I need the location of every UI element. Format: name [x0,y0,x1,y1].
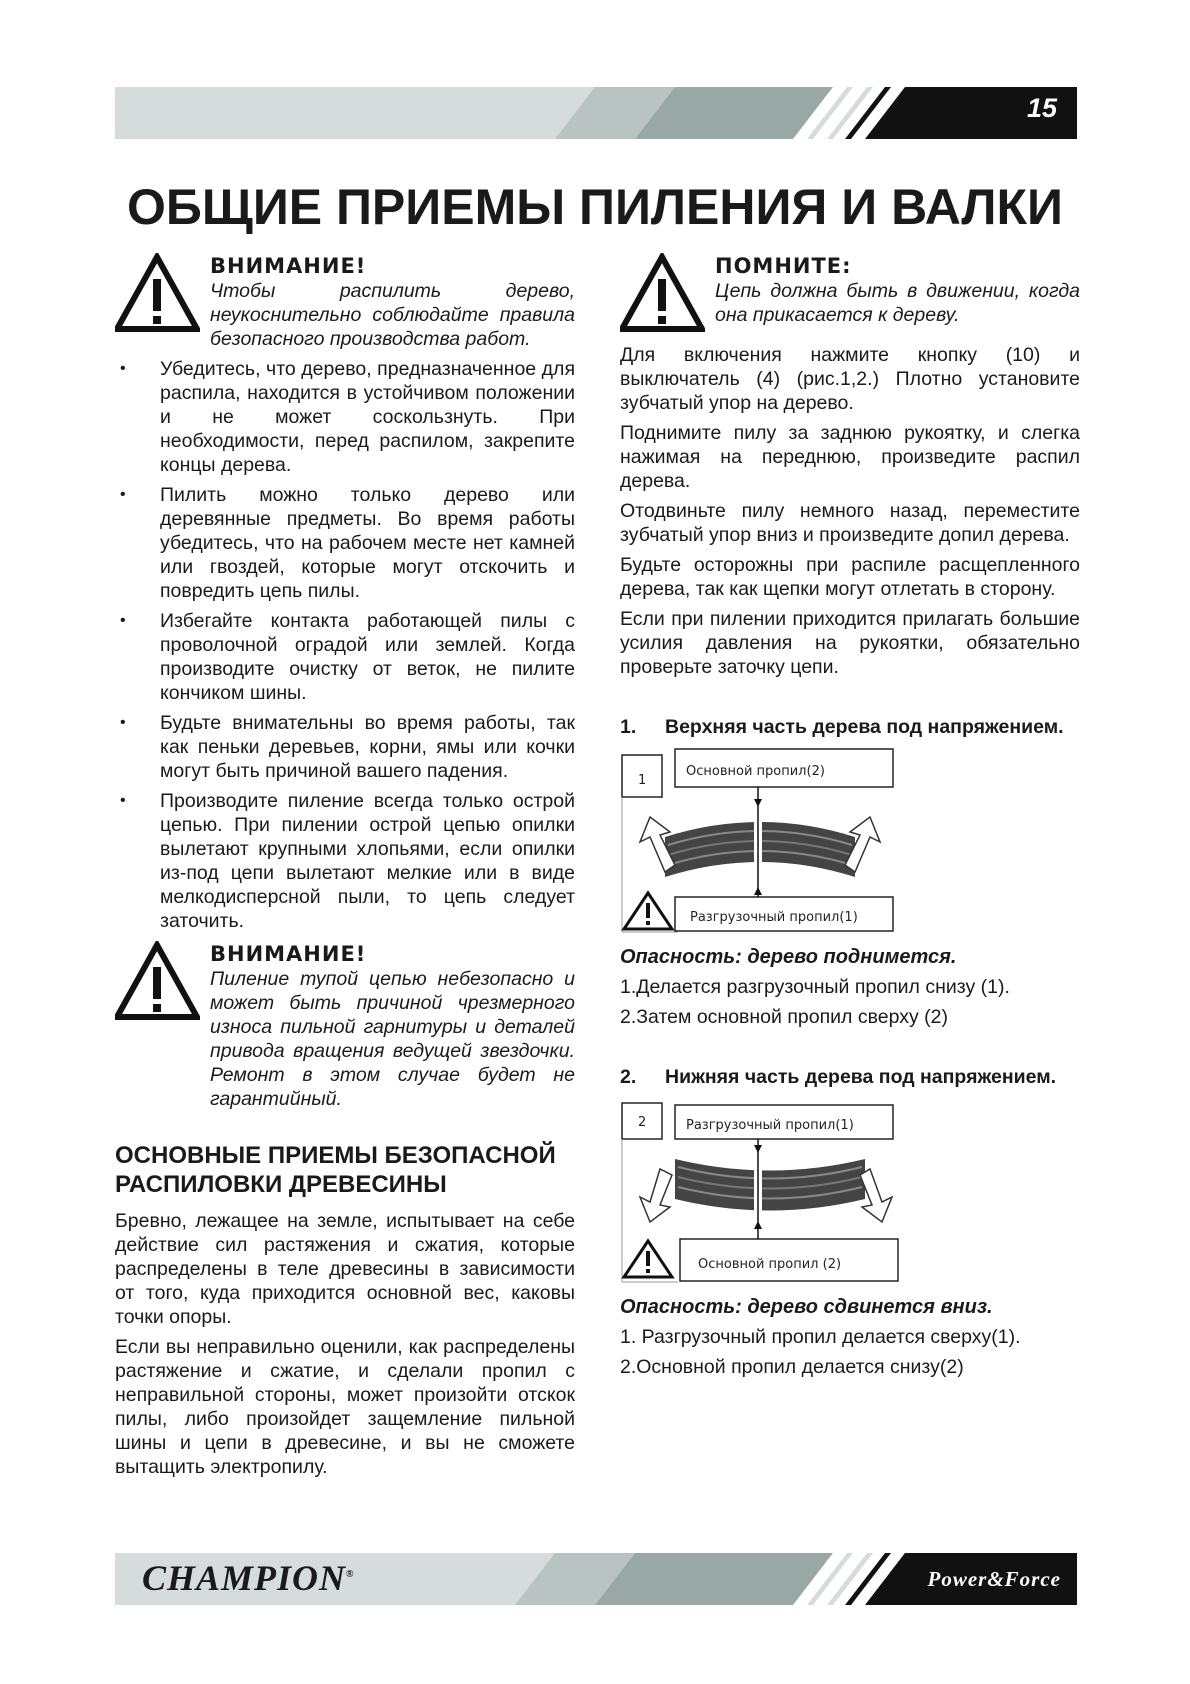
header-stripes [115,87,1077,139]
brand-name: CHAMPION [142,1558,347,1598]
step-item: 2.Затем основной пропил сверху (2) [620,1006,948,1028]
case-number: 1. [620,716,637,738]
remember-title: ПОМНИТЕ: [715,254,852,278]
case-2-heading [620,1065,1080,1089]
paragraph: Бревно, лежащее на земле, испытывает на себе действие сил растяжения и сжатия, которые распределены в теле древесины в зависимости от того, куда приходится основной вес, каковы точки опоры. [115,1210,575,1328]
warning-block-2 [115,941,575,1111]
figure-number: 2 [638,1115,647,1130]
step-item: 2.Основной пропил делается снизу(2) [620,1356,964,1378]
footer-band [115,1553,1077,1605]
left-column [115,253,575,1485]
trademark: ® [346,1569,355,1580]
warning-triangle-icon [620,253,705,333]
main-cut-label: Основной пропил(2) [686,764,825,779]
right-column [620,253,1080,1385]
warning-triangle-icon [624,893,672,929]
paragraph: Если при пилении приходится прилагать большие усилия давления на рукоятки, обязательно проверьте заточку цепи. [620,608,1080,678]
page-title: ОБЩИЕ ПРИЕМЫ ПИЛЕНИЯ И ВАЛКИ [127,179,1063,235]
remember-block [620,253,1080,333]
diagram-tree-bottom-tension [620,1097,1080,1285]
list-item: • Будьте внимательны во время работы, так как пеньки деревьев, корни, ямы или кочки могут быть причиной вашего падения. [115,711,575,783]
warning-block-1 [115,253,575,351]
danger-caption: Опасность: дерево поднимется. [620,946,957,968]
list-item: • Производите пиление всегда только острой цепью. При пилении острой цепью опилки вылетают крупными хлопьями, если опилки из-под цепи вылетают мелкие или в виде мелкодисперсной пыли, то цепь следует заточить. [115,789,575,933]
paragraph: Если вы неправильно оценили, как распределены растяжение и сжатие, и сделали пропил с неправильной стороны, может произойти отскок пилы, либо произойдет защемление пильной шины и цепи в древесине, и вы не сможете вытащить электропилу. [115,1336,575,1478]
header-band [115,87,1077,139]
main-cut-label: Основной пропил (2) [698,1257,842,1272]
warning-triangle-icon [115,253,200,333]
list-item: • Пилить можно только дерево или деревянные предметы. Во время работы убедитесь, что на рабочем месте нет камней или гвоздей, которые могут отскочить и повредить цепь пилы. [115,483,575,603]
warning-triangle-icon [115,941,200,1021]
safety-bullet-list [115,357,575,933]
section-title: ОСНОВНЫЕ ПРИЕМЫ БЕЗОПАСНОЙ РАСПИЛОВКИ ДРЕВЕСИНЫ [115,1142,556,1198]
warning-triangle-icon [624,1241,672,1277]
list-item: • Убедитесь, что дерево, предназначенное для распила, находится в устойчивом положении и не может соскользнуть. При необходимости, перед распилом, закрепите концы дерева. [115,357,575,477]
case-number: 2. [620,1066,637,1088]
case-heading-text: Нижняя часть дерева под напряжением. [665,1066,1057,1088]
page-number: 15 [1026,93,1057,123]
warning-text: Чтобы распилить дерево, неукоснительно соблюдайте правила безопасного производства работ. [210,280,575,350]
case-1-heading [620,715,1080,739]
paragraph: Для включения нажмите кнопку (10) и выключатель (4) (рис.1,2.) Плотно установите зубчатый упор на дерево. [620,344,1080,414]
paragraph: Отодвиньте пилу немного назад, переместите зубчатый упор вниз и произведите допил дерева. [620,500,1080,546]
diagram-tree-top-tension [620,747,1080,935]
paragraph: Будьте осторожны при распиле расщепленного дерева, так как щепки могут отлетать в сторону. [620,554,1080,600]
relief-cut-label: Разгрузочный пропил(1) [690,910,858,925]
brand-logo [142,1557,355,1599]
relief-cut-label: Разгрузочный пропил(1) [686,1118,854,1133]
step-item: 1. Разгрузочный пропил делается сверху(1). [620,1326,1021,1348]
warning-title: ВНИМАНИЕ! [210,254,367,278]
case-heading-text: Верхняя часть дерева под напряжением. [665,716,1064,738]
figure-number: 1 [638,773,647,788]
paragraph: Поднимите пилу за заднюю рукоятку, и слегка нажимая на переднюю, произведите распил дерева. [620,422,1080,492]
step-item: 1.Делается разгрузочный пропил снизу (1). [620,976,1010,998]
remember-text: Цепь должна быть в движении, когда она прикасается к дереву. [715,280,1080,326]
warning-title: ВНИМАНИЕ! [210,942,367,966]
warning-text: Пиление тупой цепью небезопасно и может быть причиной чрезмерного износа пильной гарнитуры и деталей привода вращения ведущей звездочки. Ремонт в этом случае будет не гарантийный. [210,968,575,1110]
list-item: • Избегайте контакта работающей пилы с проволочной оградой или землей. Когда производите очистку от веток, не пилите кончиком шины. [115,609,575,705]
danger-caption: Опасность: дерево сдвинется вниз. [620,1296,993,1318]
brand-slogan: Power&Force [927,1567,1061,1591]
